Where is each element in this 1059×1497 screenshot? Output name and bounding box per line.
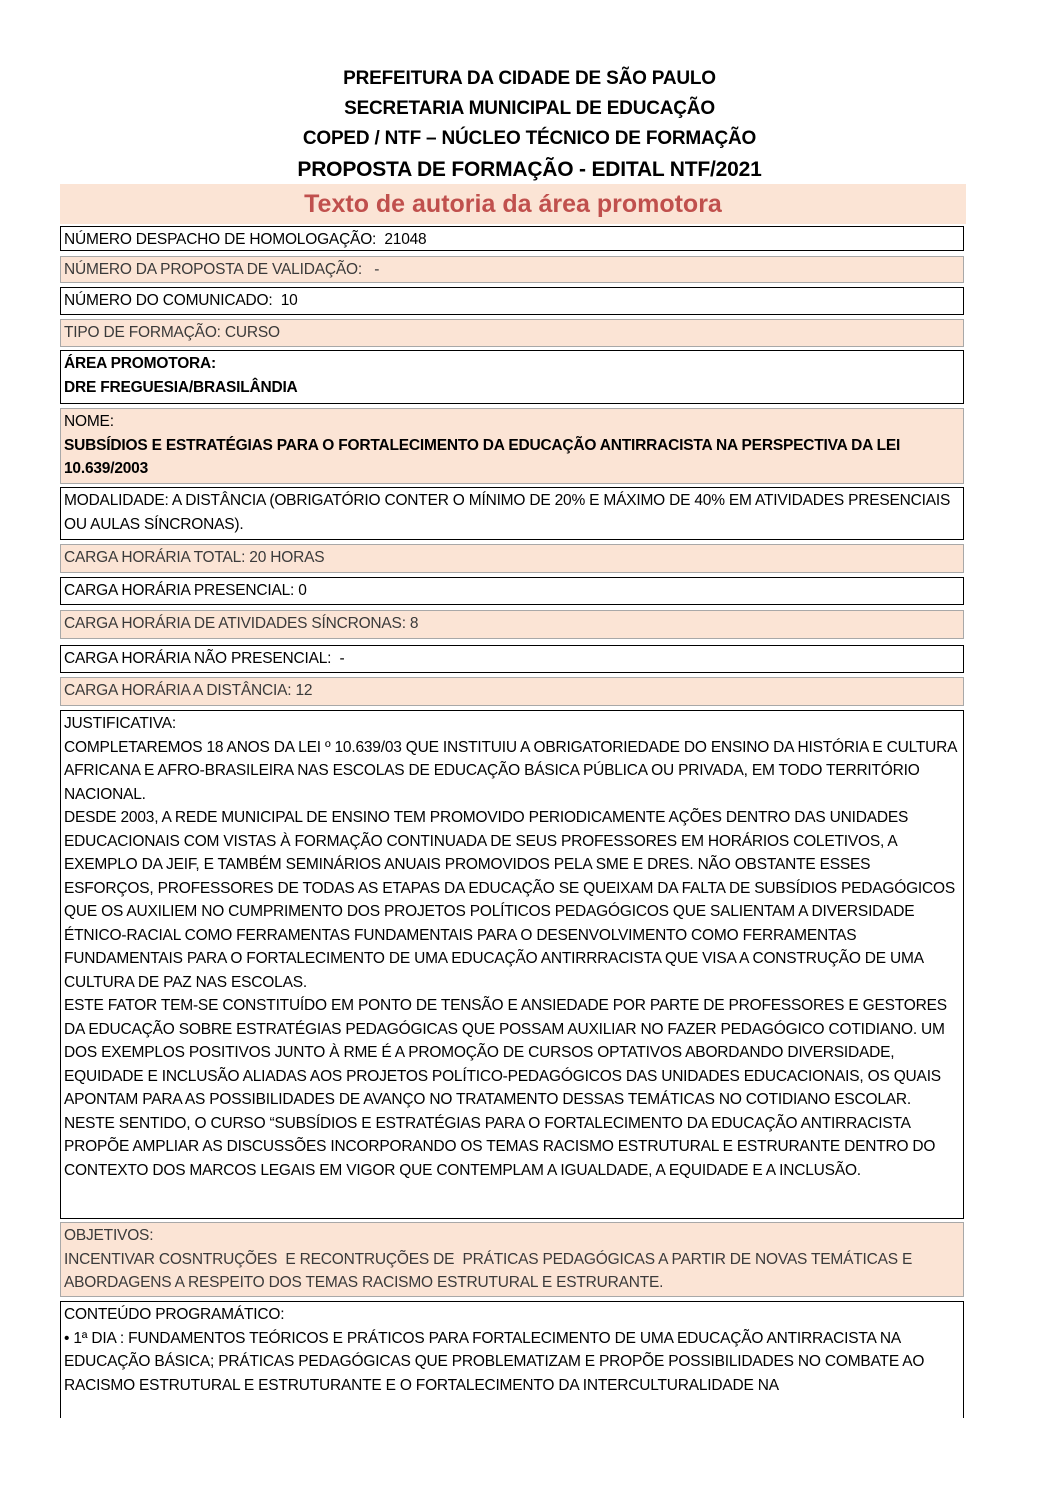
field-carga-presencial bbox=[60, 577, 964, 605]
field-area-promotora bbox=[60, 350, 964, 404]
field-comunicado bbox=[60, 287, 964, 315]
conteudo-label: CONTEÚDO PROGRAMÁTICO: bbox=[64, 1306, 285, 1323]
field-carga-nao-presencial bbox=[60, 645, 964, 673]
justificativa-label: JUSTIFICATIVA: bbox=[64, 715, 177, 732]
field-comunicado-text: NÚMERO DO COMUNICADO: 10 bbox=[64, 292, 298, 309]
field-modalidade bbox=[60, 487, 964, 540]
nome-label: NOME: bbox=[64, 413, 114, 430]
field-proposta-text: NÚMERO DA PROPOSTA DE VALIDAÇÃO: - bbox=[64, 261, 380, 278]
field-carga-distancia bbox=[60, 677, 964, 706]
justificativa-text: COMPLETAREMOS 18 ANOS DA LEI º 10.639/03 QUE INSTITUIU A OBRIGATORIEDADE DO ENSINO DA HISTÓRIA E CULTURA AFRICANA E AFRO-BRASILEIRA NAS ESCOLAS DE EDUCAÇÃO BÁSICA PÚBLICA OU PRIVADA, EM TODO TERRITÓRIO NACIONAL. DESDE 2003, A REDE MUNICIPAL DE ENSINO TEM PROMOVIDO PERIODICAMENTE AÇÕES DENTRO DAS UNIDADES EDUCACIONAIS COM VISTAS À FORMAÇÃO CONTINUADA DE SEUS PROFESSORES EM HORÁRIOS COLETIVOS, A EXEMPLO DA JEIF, E TAMBÉM SEMINÁRIOS ANUAIS PROMOVIDOS PELA SME E DRES. NÃO OBSTANTE ESSES ESFORÇOS, PROFESSORES DE TODAS AS ETAPAS DA EDUCAÇÃO SE QUEIXAM DA FALTA DE SUBSÍDIOS PEDAGÓGICOS QUE OS AUXILIEM NO CUMPRIMENTO DOS PROJETOS POLÍTICOS PEDAGÓGICOS QUE SALIENTAM A DIVERSIDADE ÉTNICO-RACIAL COMO FERRAMENTAS FUNDAMENTAIS PARA O DESENVOLVIMENTO COMO FERRAMENTAS FUNDAMENTAIS PARA O FORTALECIMENTO DE UMA EDUCAÇÃO ANTIRRRACISTA QUE VISA A CONSTRUÇÃO DE UMA CULTURA DE PAZ NAS ESCOLAS. ESTE FATOR TEM-SE CONSTITUÍDO EM PONTO DE TENSÃO E ANSIEDADE POR PARTE DE PROFESSORES E GESTORES DA EDUCAÇÃO SOBRE ESTRATÉGIAS PEDAGÓGICAS QUE POSSAM AUXILIAR NO FAZER PEDAGÓGICO COTIDIANO. UM DOS EXEMPLOS POSITIVOS JUNTO À RME É A PROMOÇÃO DE CURSOS OPTATIVOS ABORDANDO DIVERSIDADE, EQUIDADE E INCLUSÃO ALIADAS AOS PROJETOS POLÍTICO-PEDAGÓGICOS DAS UNIDADES EDUCACIONAIS, OS QUAIS APONTAM PARA AS POSSIBILIDADES DE AVANÇO NO TRATAMENTO DESSAS TEMÁTICAS NO COTIDIANO ESCOLAR. NESTE SENTIDO, O CURSO “SUBSÍDIOS E ESTRATÉGIAS PARA O FORTALECIMENTO DA EDUCAÇÃO ANTIRRACISTA PROPÕE AMPLIAR AS DISCUSSÕES INCORPORANDO OS TEMAS RACISMO ESTRUTURAL E ESTRURANTE DENTRO DO CONTEXTO DOS MARCOS LEGAIS EM VIGOR QUE CONTEMPLAM A IGUALDADE, A EQUIDADE E A INCLUSÃO. bbox=[64, 738, 957, 1179]
authorship-banner: Texto de autoria da área promotora bbox=[60, 184, 966, 224]
objetivos-text: INCENTIVAR COSNTRUÇÕES E RECONTRUÇÕES DE PRÁTICAS PEDAGÓGICAS A PARTIR DE NOVAS TEMÁTICAS E ABORDAGENS A RESPEITO DOS TEMAS RACISMO ESTRUTURAL E ESTRURANTE. bbox=[64, 1250, 916, 1291]
field-despacho-text: NÚMERO DESPACHO DE HOMOLOGAÇÃO: 21048 bbox=[64, 231, 427, 248]
field-justificativa bbox=[60, 710, 964, 1219]
field-modalidade-text: MODALIDADE: A DISTÂNCIA (OBRIGATÓRIO CONTER O MÍNIMO DE 20% E MÁXIMO DE 40% EM ATIVIDADES PRESENCIAIS OU AULAS SÍNCRONAS). bbox=[64, 492, 955, 533]
area-promotora-label: ÁREA PROMOTORA: bbox=[64, 355, 217, 372]
field-conteudo-programatico bbox=[60, 1301, 964, 1418]
field-despacho bbox=[60, 226, 964, 251]
header-proposta: PROPOSTA DE FORMAÇÃO - EDITAL NTF/2021 bbox=[297, 158, 762, 181]
header-secretaria: SECRETARIA MUNICIPAL DE EDUCAÇÃO bbox=[344, 98, 715, 119]
field-nome bbox=[60, 408, 964, 484]
document-header bbox=[0, 64, 1059, 186]
field-carga-nao-presencial-text: CARGA HORÁRIA NÃO PRESENCIAL: - bbox=[64, 650, 345, 667]
field-carga-total bbox=[60, 544, 964, 573]
objetivos-label: OBJETIVOS: bbox=[64, 1227, 154, 1244]
field-carga-sincronas-text: CARGA HORÁRIA DE ATIVIDADES SÍNCRONAS: 8 bbox=[64, 615, 419, 632]
area-promotora-value: DRE FREGUESIA/BRASILÂNDIA bbox=[64, 378, 298, 396]
nome-value: SUBSÍDIOS E ESTRATÉGIAS PARA O FORTALECIMENTO DA EDUCAÇÃO ANTIRRACISTA NA PERSPECTIVA DA LEI 10.639/2003 bbox=[64, 436, 905, 477]
field-objetivos bbox=[60, 1222, 964, 1297]
field-tipo-text: TIPO DE FORMAÇÃO: CURSO bbox=[64, 324, 280, 341]
field-carga-presencial-text: CARGA HORÁRIA PRESENCIAL: 0 bbox=[64, 582, 307, 599]
field-carga-total-text: CARGA HORÁRIA TOTAL: 20 HORAS bbox=[64, 549, 325, 566]
field-proposta bbox=[60, 256, 964, 283]
header-coped: COPED / NTF – NÚCLEO TÉCNICO DE FORMAÇÃO bbox=[302, 128, 757, 149]
field-carga-sincronas bbox=[60, 610, 964, 639]
conteudo-text: • 1ª DIA : FUNDAMENTOS TEÓRICOS E PRÁTICOS PARA FORTALECIMENTO DE UMA EDUCAÇÃO ANTIRRACISTA NA EDUCAÇÃO BÁSICA; PRÁTICAS PEDAGÓGICAS QUE PROBLEMATIZAM E PROPÕE POSSIBILIDADES NO COMBATE AO RACISMO ESTRUTURAL E ESTRUTURANTE E O FORTALECIMENTO DA INTERCULTURALIDADE NA bbox=[64, 1329, 929, 1394]
header-prefeitura: PREFEITURA DA CIDADE DE SÃO PAULO bbox=[343, 68, 716, 89]
field-tipo bbox=[60, 319, 964, 347]
field-carga-distancia-text: CARGA HORÁRIA A DISTÂNCIA: 12 bbox=[64, 682, 313, 699]
